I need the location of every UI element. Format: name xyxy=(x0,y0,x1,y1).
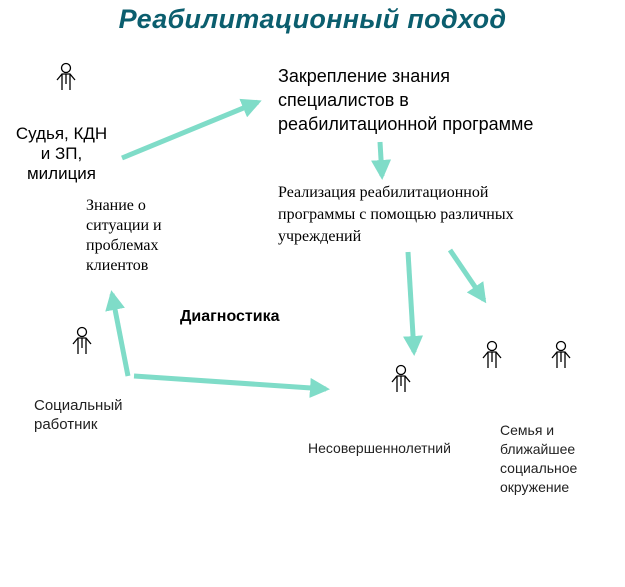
arrow-fixing-to-realization xyxy=(380,142,382,176)
node-diagnostics: Диагностика xyxy=(180,308,280,325)
node-knowledge-line: клиентов xyxy=(86,257,149,274)
person-icon xyxy=(52,62,80,92)
node-fixing-line: Закрепление знания xyxy=(278,66,450,86)
person-icon xyxy=(68,326,96,356)
node-realization-line: программы с помощью различных xyxy=(278,206,514,223)
node-fixing-line: специалистов в xyxy=(278,90,409,110)
arrow-judges-to-fixing xyxy=(122,102,258,158)
node-judges-line: милиция xyxy=(26,164,97,183)
node-family-line: ближайшее xyxy=(500,441,576,457)
person-icon xyxy=(478,340,506,370)
node-judges-line: и ЗП, xyxy=(40,144,83,163)
node-knowledge-line: Знание о xyxy=(86,197,146,214)
node-knowledge xyxy=(86,196,206,276)
node-knowledge-line: проблемах xyxy=(86,237,159,254)
node-social-worker xyxy=(34,396,154,434)
node-fixing-line: реабилитационной программе xyxy=(278,114,534,134)
node-judges xyxy=(4,124,119,184)
arrow-realization-to-family xyxy=(450,250,484,300)
arrow-social-to-knowledge xyxy=(112,294,128,376)
node-realization-line: учреждений xyxy=(278,228,362,245)
node-judges-line: Судья, КДН xyxy=(15,124,108,143)
node-social-line: работник xyxy=(34,416,98,433)
node-family-line: окружение xyxy=(500,479,570,495)
node-family-line: Семья и xyxy=(500,422,555,438)
node-knowledge-line: ситуации и xyxy=(86,217,162,234)
person-icon xyxy=(387,364,415,394)
arrow-social-to-minor xyxy=(134,376,326,389)
arrow-realization-to-minor xyxy=(408,252,414,352)
node-fixing-knowledge xyxy=(278,64,598,136)
person-icon xyxy=(547,340,575,370)
node-family-line: социальное xyxy=(500,460,578,476)
node-family xyxy=(500,421,610,497)
diagram-title: Реабилитационный подход xyxy=(118,4,507,34)
node-minor: Несовершеннолетний xyxy=(308,440,451,456)
node-social-line: Социальный xyxy=(34,397,123,414)
node-realization-line: Реализация реабилитационной xyxy=(278,184,489,201)
node-realization xyxy=(278,182,578,248)
